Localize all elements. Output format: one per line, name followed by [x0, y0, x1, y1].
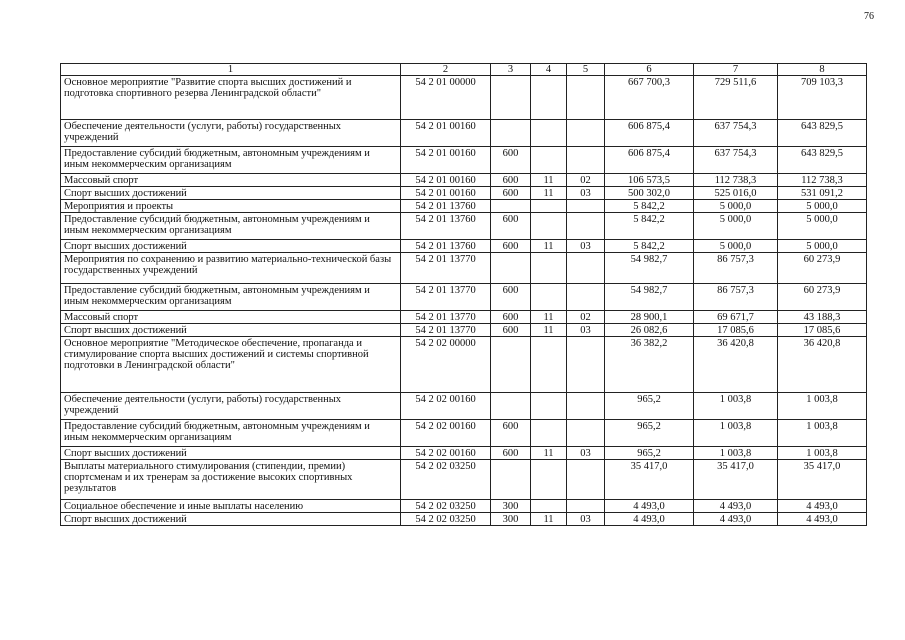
cell-code: 54 2 01 13760	[401, 200, 491, 213]
cell-rz	[531, 147, 567, 174]
cell-v8: 112 738,3	[778, 174, 867, 187]
cell-rz	[531, 76, 567, 120]
table-row	[61, 447, 867, 460]
cell-name: Предоставление субсидий бюджетным, автономным учреждениям и иным некоммерческим организациям	[61, 147, 401, 174]
cell-vr	[491, 120, 531, 147]
cell-rz: 11	[531, 324, 567, 337]
table-row	[61, 500, 867, 513]
table-row	[61, 240, 867, 253]
cell-name: Выплаты материального стимулирования (стипендии, премии) спортсменам и их тренерам за достижение высоких спортивных результатов	[61, 460, 401, 500]
cell-v6: 5 842,2	[605, 213, 694, 240]
cell-rz	[531, 337, 567, 393]
cell-v7: 637 754,3	[694, 120, 778, 147]
cell-pr: 02	[567, 174, 605, 187]
cell-vr: 300	[491, 500, 531, 513]
cell-name: Спорт высших достижений	[61, 324, 401, 337]
cell-name: Спорт высших достижений	[61, 187, 401, 200]
cell-v8: 5 000,0	[778, 240, 867, 253]
page-number: 76	[864, 11, 874, 22]
cell-pr: 03	[567, 513, 605, 526]
cell-vr	[491, 337, 531, 393]
cell-v6: 54 982,7	[605, 284, 694, 311]
cell-v8: 1 003,8	[778, 393, 867, 420]
table-row	[61, 174, 867, 187]
cell-name: Массовый спорт	[61, 174, 401, 187]
cell-v8: 43 188,3	[778, 311, 867, 324]
cell-v7: 69 671,7	[694, 311, 778, 324]
column-header: 2	[401, 64, 491, 76]
cell-v6: 606 875,4	[605, 147, 694, 174]
cell-pr	[567, 460, 605, 500]
cell-v8: 709 103,3	[778, 76, 867, 120]
cell-v6: 500 302,0	[605, 187, 694, 200]
cell-v7: 1 003,8	[694, 447, 778, 460]
cell-v8: 5 000,0	[778, 213, 867, 240]
cell-vr: 600	[491, 213, 531, 240]
cell-vr	[491, 460, 531, 500]
table-row	[61, 324, 867, 337]
cell-v8: 35 417,0	[778, 460, 867, 500]
cell-pr: 03	[567, 447, 605, 460]
cell-rz: 11	[531, 240, 567, 253]
cell-name: Предоставление субсидий бюджетным, автономным учреждениям и иным некоммерческим организациям	[61, 213, 401, 240]
cell-v6: 965,2	[605, 447, 694, 460]
cell-v7: 637 754,3	[694, 147, 778, 174]
cell-name: Спорт высших достижений	[61, 513, 401, 526]
cell-code: 54 2 02 00000	[401, 337, 491, 393]
cell-pr	[567, 147, 605, 174]
budget-table	[60, 63, 867, 526]
cell-pr: 03	[567, 240, 605, 253]
cell-v6: 5 842,2	[605, 240, 694, 253]
cell-v6: 4 493,0	[605, 500, 694, 513]
cell-v7: 36 420,8	[694, 337, 778, 393]
table-row	[61, 311, 867, 324]
cell-rz	[531, 213, 567, 240]
cell-vr	[491, 253, 531, 284]
cell-code: 54 2 01 13770	[401, 311, 491, 324]
column-header: 4	[531, 64, 567, 76]
cell-vr: 600	[491, 420, 531, 447]
cell-code: 54 2 01 13770	[401, 324, 491, 337]
cell-name: Спорт высших достижений	[61, 447, 401, 460]
cell-name: Массовый спорт	[61, 311, 401, 324]
cell-v8: 36 420,8	[778, 337, 867, 393]
cell-vr: 600	[491, 284, 531, 311]
cell-v6: 965,2	[605, 420, 694, 447]
cell-name: Мероприятия и проекты	[61, 200, 401, 213]
cell-name: Предоставление субсидий бюджетным, автономным учреждениям и иным некоммерческим организациям	[61, 284, 401, 311]
cell-name: Основное мероприятие "Развитие спорта высших достижений и подготовка спортивного резерва Ленинградской области"	[61, 76, 401, 120]
cell-code: 54 2 01 00160	[401, 120, 491, 147]
cell-vr: 600	[491, 187, 531, 200]
cell-code: 54 2 02 00160	[401, 420, 491, 447]
cell-code: 54 2 02 03250	[401, 460, 491, 500]
cell-v7: 86 757,3	[694, 284, 778, 311]
cell-v8: 4 493,0	[778, 513, 867, 526]
column-header: 7	[694, 64, 778, 76]
table-row	[61, 420, 867, 447]
cell-pr	[567, 337, 605, 393]
cell-name: Обеспечение деятельности (услуги, работы) государственных учреждений	[61, 120, 401, 147]
cell-rz	[531, 420, 567, 447]
table-row	[61, 200, 867, 213]
cell-vr: 600	[491, 311, 531, 324]
cell-rz: 11	[531, 187, 567, 200]
cell-code: 54 2 02 03250	[401, 500, 491, 513]
cell-v7: 5 000,0	[694, 240, 778, 253]
cell-code: 54 2 02 00160	[401, 447, 491, 460]
cell-rz	[531, 393, 567, 420]
cell-code: 54 2 02 03250	[401, 513, 491, 526]
cell-code: 54 2 01 13760	[401, 213, 491, 240]
cell-code: 54 2 01 00000	[401, 76, 491, 120]
column-header: 6	[605, 64, 694, 76]
cell-v7: 4 493,0	[694, 500, 778, 513]
cell-vr: 600	[491, 240, 531, 253]
cell-pr: 03	[567, 187, 605, 200]
cell-pr	[567, 76, 605, 120]
cell-v8: 17 085,6	[778, 324, 867, 337]
cell-v7: 5 000,0	[694, 200, 778, 213]
cell-v6: 965,2	[605, 393, 694, 420]
table-row	[61, 393, 867, 420]
cell-v8: 643 829,5	[778, 120, 867, 147]
column-header: 3	[491, 64, 531, 76]
column-header: 5	[567, 64, 605, 76]
cell-v8: 643 829,5	[778, 147, 867, 174]
cell-v8: 1 003,8	[778, 420, 867, 447]
cell-rz: 11	[531, 311, 567, 324]
cell-v8: 4 493,0	[778, 500, 867, 513]
cell-v7: 35 417,0	[694, 460, 778, 500]
cell-v7: 17 085,6	[694, 324, 778, 337]
cell-code: 54 2 02 00160	[401, 393, 491, 420]
cell-pr: 03	[567, 324, 605, 337]
cell-v6: 106 573,5	[605, 174, 694, 187]
cell-vr	[491, 393, 531, 420]
cell-v7: 729 511,6	[694, 76, 778, 120]
cell-v6: 54 982,7	[605, 253, 694, 284]
cell-pr	[567, 284, 605, 311]
cell-pr	[567, 253, 605, 284]
cell-v6: 36 382,2	[605, 337, 694, 393]
table-row	[61, 120, 867, 147]
cell-vr: 600	[491, 147, 531, 174]
cell-rz	[531, 253, 567, 284]
table-row	[61, 76, 867, 120]
cell-v8: 1 003,8	[778, 447, 867, 460]
cell-v8: 60 273,9	[778, 284, 867, 311]
cell-code: 54 2 01 13770	[401, 284, 491, 311]
cell-rz: 11	[531, 174, 567, 187]
cell-rz	[531, 460, 567, 500]
cell-v6: 5 842,2	[605, 200, 694, 213]
cell-pr	[567, 420, 605, 447]
table-row	[61, 460, 867, 500]
cell-v7: 5 000,0	[694, 213, 778, 240]
cell-v7: 112 738,3	[694, 174, 778, 187]
table-row	[61, 284, 867, 311]
table-row	[61, 513, 867, 526]
column-header: 1	[61, 64, 401, 76]
cell-vr: 600	[491, 324, 531, 337]
table-row	[61, 213, 867, 240]
cell-v8: 531 091,2	[778, 187, 867, 200]
cell-vr	[491, 200, 531, 213]
cell-v7: 1 003,8	[694, 420, 778, 447]
cell-v8: 60 273,9	[778, 253, 867, 284]
cell-vr: 600	[491, 174, 531, 187]
cell-name: Основное мероприятие "Методическое обеспечение, пропаганда и стимулирование спорта высших достижений и системы спортивной подготовки в Ленинградской области"	[61, 337, 401, 393]
cell-name: Спорт высших достижений	[61, 240, 401, 253]
table-row	[61, 337, 867, 393]
cell-v6: 26 082,6	[605, 324, 694, 337]
cell-pr: 02	[567, 311, 605, 324]
cell-vr	[491, 76, 531, 120]
cell-v6: 35 417,0	[605, 460, 694, 500]
cell-code: 54 2 01 13770	[401, 253, 491, 284]
cell-code: 54 2 01 00160	[401, 147, 491, 174]
table-row	[61, 147, 867, 174]
cell-rz	[531, 200, 567, 213]
cell-pr	[567, 213, 605, 240]
cell-pr	[567, 500, 605, 513]
cell-v7: 525 016,0	[694, 187, 778, 200]
cell-rz	[531, 120, 567, 147]
cell-name: Обеспечение деятельности (услуги, работы) государственных учреждений	[61, 393, 401, 420]
cell-v6: 28 900,1	[605, 311, 694, 324]
cell-rz: 11	[531, 447, 567, 460]
cell-vr: 300	[491, 513, 531, 526]
cell-v6: 667 700,3	[605, 76, 694, 120]
cell-name: Социальное обеспечение и иные выплаты населению	[61, 500, 401, 513]
cell-rz	[531, 284, 567, 311]
cell-pr	[567, 393, 605, 420]
cell-code: 54 2 01 00160	[401, 187, 491, 200]
cell-code: 54 2 01 00160	[401, 174, 491, 187]
cell-rz	[531, 500, 567, 513]
cell-v6: 606 875,4	[605, 120, 694, 147]
column-number-row	[61, 64, 867, 76]
cell-vr: 600	[491, 447, 531, 460]
cell-v8: 5 000,0	[778, 200, 867, 213]
column-header: 8	[778, 64, 867, 76]
cell-v7: 4 493,0	[694, 513, 778, 526]
cell-v6: 4 493,0	[605, 513, 694, 526]
cell-name: Мероприятия по сохранению и развитию материально-технической базы государственных учреждений	[61, 253, 401, 284]
cell-name: Предоставление субсидий бюджетным, автономным учреждениям и иным некоммерческим организациям	[61, 420, 401, 447]
table-row	[61, 253, 867, 284]
cell-v7: 86 757,3	[694, 253, 778, 284]
cell-pr	[567, 120, 605, 147]
cell-v7: 1 003,8	[694, 393, 778, 420]
cell-code: 54 2 01 13760	[401, 240, 491, 253]
cell-pr	[567, 200, 605, 213]
cell-rz: 11	[531, 513, 567, 526]
table-row	[61, 187, 867, 200]
